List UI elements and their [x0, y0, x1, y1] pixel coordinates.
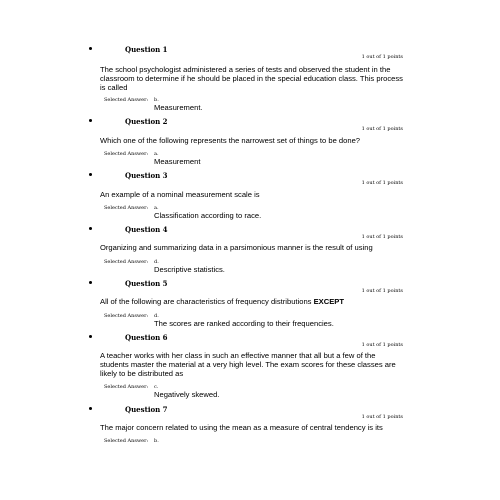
answer-letter: a.: [154, 205, 159, 211]
question-text: Which one of the following represents the narrowest set of things to be done?: [100, 136, 361, 145]
question-points: 1 out of 1 points: [361, 126, 403, 132]
selected-answer-label: Selected Answer:: [104, 438, 149, 444]
selected-answer-label: Selected Answer:: [104, 205, 149, 211]
question-title: Question 2: [125, 117, 168, 126]
question-text: An example of a nominal measurement scale is: [100, 190, 260, 199]
question-title: Question 5: [125, 279, 168, 288]
bullet-icon: [89, 281, 92, 284]
selected-answer-text: Descriptive statistics.: [154, 265, 225, 274]
question-text: [100, 297, 405, 306]
bullet-icon: [89, 47, 92, 50]
question-title: Question 3: [125, 171, 168, 180]
question-text: The major concern related to using the mean as a measure of central tendency is its: [100, 423, 383, 432]
question-title: Question 1: [125, 45, 168, 54]
bullet-icon: [89, 407, 92, 410]
question-points: 1 out of 1 points: [361, 342, 403, 348]
bullet-icon: [89, 119, 92, 122]
question-title: Question 6: [125, 333, 168, 342]
answer-letter: d.: [154, 313, 159, 319]
selected-answer-text: Measurement.: [154, 103, 203, 112]
question-text: Organizing and summarizing data in a parsimonious manner is the result of using: [100, 243, 373, 252]
question-title: Question 4: [125, 225, 168, 234]
question-points: 1 out of 1 points: [361, 414, 403, 420]
bullet-icon: [89, 227, 92, 230]
selected-answer-label: Selected Answer:: [104, 151, 149, 157]
bullet-icon: [89, 335, 92, 338]
answer-letter: a.: [154, 151, 159, 157]
question-title: Question 7: [125, 405, 168, 414]
question-points: 1 out of 1 points: [361, 54, 403, 60]
selected-answer-text: The scores are ranked according to their frequencies.: [154, 319, 334, 328]
question-points: 1 out of 1 points: [361, 288, 403, 294]
question-text-emphasis: EXCEPT: [313, 297, 344, 306]
selected-answer-label: Selected Answer:: [104, 384, 149, 390]
selected-answer-text: Classification according to race.: [154, 211, 262, 220]
selected-answer-label: Selected Answer:: [104, 313, 149, 319]
answer-letter: d.: [154, 259, 159, 265]
answer-letter: b.: [154, 97, 159, 103]
bullet-icon: [89, 173, 92, 176]
selected-answer-text: Measurement: [154, 157, 201, 166]
question-text: A teacher works with her class in such an effective manner that all but a few of the students master the material at a very high level. The exam scores for these classes are likely to be distributed as: [100, 351, 396, 379]
selected-answer-label: Selected Answer:: [104, 97, 149, 103]
selected-answer-text: Negatively skewed.: [154, 390, 220, 399]
question-points: 1 out of 1 points: [361, 234, 403, 240]
selected-answer-label: Selected Answer:: [104, 259, 149, 265]
question-text-main: All of the following are characteristics of frequency distributions: [100, 297, 312, 306]
answer-letter: c.: [154, 384, 159, 390]
answer-letter: b.: [154, 438, 159, 444]
question-points: 1 out of 1 points: [361, 180, 403, 186]
question-text: The school psychologist administered a series of tests and observed the student in the classroom to determine if he should be placed in the special education class. This process is called: [100, 65, 403, 93]
